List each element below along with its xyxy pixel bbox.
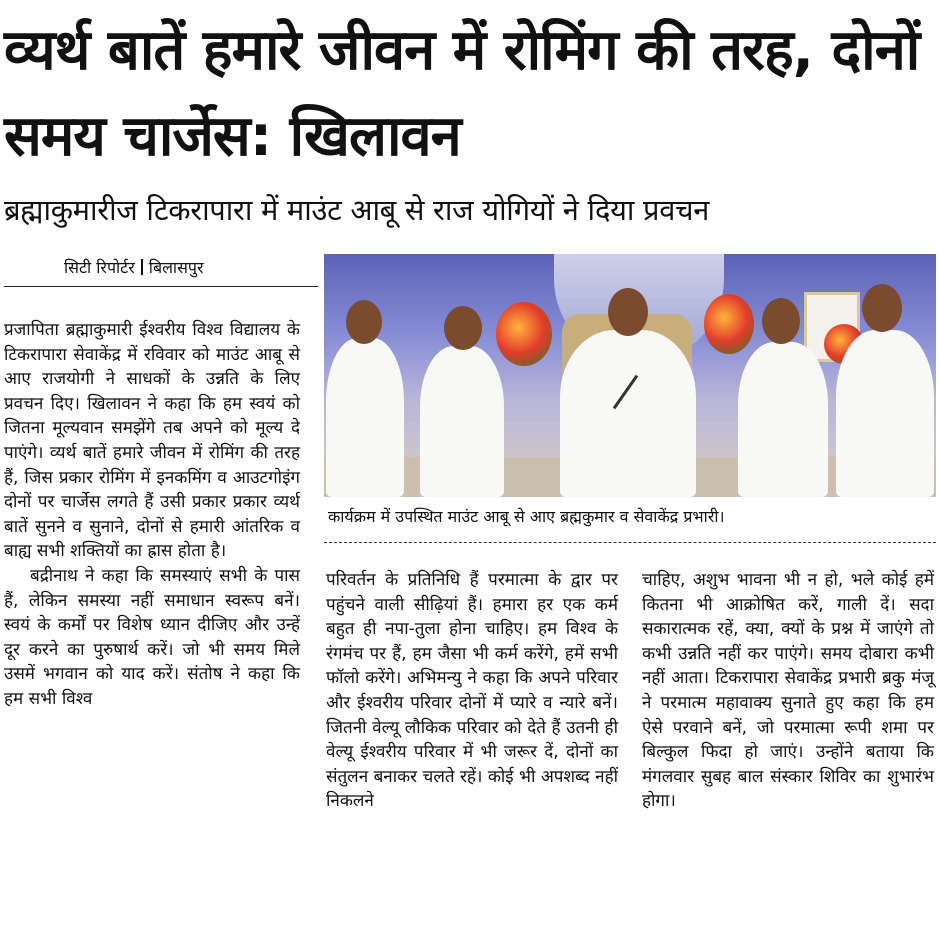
subheadline: ब्रह्माकुमारीज टिकरापारा में माउंट आबू से राज योगियों ने दिया प्रवचन [4, 193, 709, 227]
column-1 [4, 318, 300, 712]
caption-rule [324, 542, 936, 543]
person-4 [738, 342, 828, 497]
person-5-head [862, 284, 902, 332]
column-3 [642, 568, 934, 814]
column-2 [326, 568, 618, 814]
byline-separator [141, 259, 143, 275]
byline-city: बिलासपुर [148, 258, 204, 277]
person-center-head [608, 288, 648, 336]
column-1-paragraph-1: प्रजापिता ब्रह्माकुमारी ईश्वरीय विश्व विद्यालय के टिकरापारा सेवाकेंद्र में रविवार को माउंट आबू से आए राजयोगी ने साधकों के उन्नति के लिए प्रवचन दिए। खिलावन ने कहा कि हम स्वयं को जितना मूल्यवान समझेंगे तब अपने को मूल्य दे पाएंगे। व्यर्थ बातें हमारे जीवन में रोमिंग की तरह हैं, जिस प्रकार रोमिंग में इनकमिंग व आउटगोइंग दोनों पर चार्जेस लगते हैं उसी प्रकार प्रकार व्यर्थ बातें सुनने व सुनाने, दोनों से हमारी आंतरिक व बाह्य सभी शक्तियों का ह्रास होता है। [4, 320, 300, 562]
person-center [560, 330, 696, 497]
column-2-paragraph-1: परिवर्तन के प्रतिनिधि हैं परमात्मा के द्वार पर पहुंचने वाली सीढ़ियां हैं। हमारा हर एक कर्म बहुत ही नपा-तुला होना चाहिए। हम विश्व के रंगमंच पर हैं, हम जैसा भी कर्म करेंगे, हमें सभी फॉलो करेंगे। अभिमन्यु ने कहा कि अपने परिवार और ईश्वरीय परिवार दोनों में प्यारे व न्यारे बनें। जितनी वेल्यू लौकिक परिवार को देते हैं उतनी ही वेल्यू ईश्वरीय परिवार में भी जरूर दें, दोनों का संतुलन बनाकर चलते रहें। कोई भी अपशब्द नहीं निकलने [326, 570, 618, 812]
byline-rule [4, 286, 318, 287]
photo-caption: कार्यक्रम में उपस्थित माउंट आबू से आए ब्रह्मकुमार व सेवाकेंद्र प्रभारी। [328, 507, 725, 526]
column-1-paragraph-2: बद्रीनाथ ने कहा कि समस्याएं सभी के पास हैं, लेकिन समस्या नहीं समाधान स्वरूप बनें। स्वयं के कर्मों पर विशेष ध्यान दीजिए और उन्हें दूर करने का पुरुषार्थ करें। जो भी समय मिले उसमें भगवान को याद करें। संतोष ने कहा कि हम सभी विश्व [4, 565, 300, 709]
person-2 [420, 346, 504, 497]
person-5 [836, 330, 934, 497]
flower-bouquet-center [704, 294, 754, 354]
person-2-head [444, 306, 482, 350]
byline [64, 258, 204, 278]
person-4-head [762, 298, 800, 344]
headline: व्यर्थ बातें हमारे जीवन में रोमिंग की तरह, दोनों समय चार्जेस: खिलावन [4, 18, 920, 169]
byline-reporter: सिटी रिपोर्टर [64, 258, 135, 277]
column-3-paragraph-1: चाहिए, अशुभ भावना भी न हो, भले कोई हमें कितना भी आक्रोषित करें, गाली दें। सदा सकारात्मक रहें, क्या, क्यों के प्रश्न में जाएंगे तो कभी उन्नति नहीं कर पाएंगे। समय दोबारा कभी नहीं आता। टिकरापारा सेवाकेंद्र प्रभारी ब्रकु मंजू ने परमात्म महावाक्य सुनाते हुए कहा कि हम ऐसे परवाने बनें, जो परमात्मा रूपी शमा पर बिल्कुल फिदा हो जाएं। उन्होंने बताया कि मंगलवार सुबह बाल संस्कार शिविर का शुभारंभ होगा। [642, 570, 934, 812]
person-1-head [346, 300, 382, 344]
person-1 [326, 338, 404, 497]
event-photo [324, 254, 936, 497]
flower-bouquet-left [496, 302, 552, 366]
